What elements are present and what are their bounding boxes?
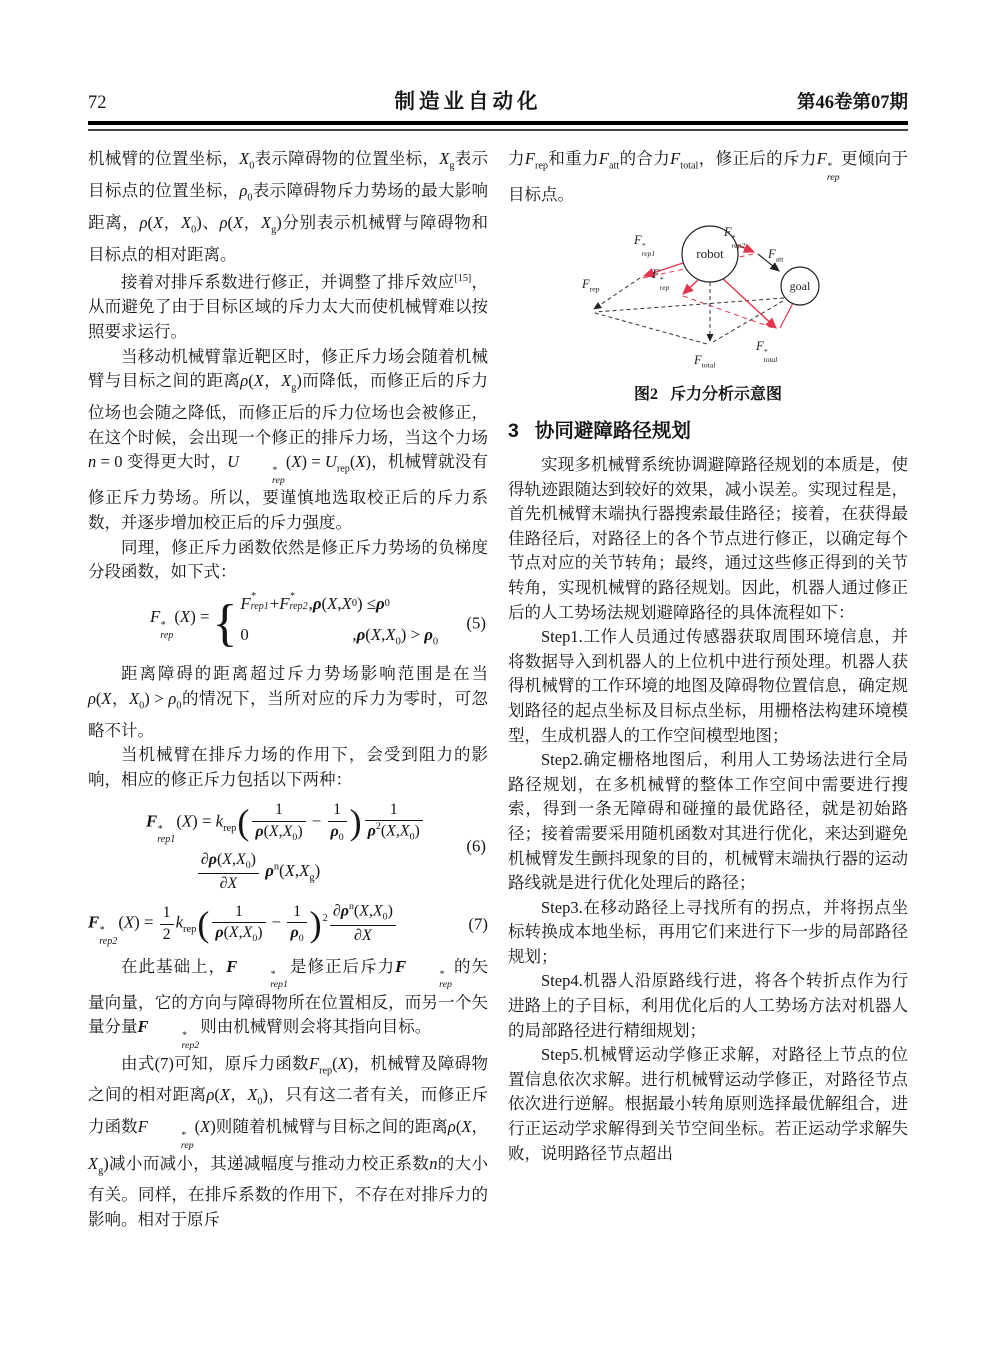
equation-line	[196, 850, 320, 895]
construction-line-red	[683, 296, 776, 329]
paragraph: 实现多机械臂系统协调避障路径规划的本质是，使得轨迹跟随达到较好的效果，减小误差。实现过程是，首先机械臂末端执行器搜索最佳路径；接着，在获得最佳路径后，对路径上的各个节点进行修正，以确定每个节点对应的关节转角；最终，通过这些修正得到的关节转角，实现机械臂的路径规划。因此，机器人通过修正后的人工势场法规划避障路径的具体流程如下：	[508, 455, 908, 622]
right-column	[508, 147, 908, 1233]
paragraph: 当机械臂在排斥力场的作用下，会受到阻力的影响，相应的修正斥力包括以下两种：	[88, 745, 488, 790]
figure-caption	[508, 383, 908, 408]
paragraph: 在此基础上，F * rep1 是修正后斥力F * rep 的矢量向量，它的方向与障碍物所在位置相反，而另一个矢量分量F * rep2 则由机械臂则会将其指向目标。	[88, 956, 489, 1052]
figure-caption-title: 斥力分析示意图	[670, 385, 783, 403]
vector-frep-star	[683, 280, 698, 294]
paragraph: 距离障碍的距离超过斥力势场影响范围是在当ρ(X，$X_0) > \rho_0$的情况下，当所对应的斥力为零时，可忽略不计。	[88, 664, 488, 740]
equation-expression: $\frac{\partial\rho(X,X_0)}{\partial X}$ $\rho^n(X,X_g)$	[196, 861, 320, 880]
step-paragraph: Step3.在移动路径上寻找所有的拐点，并将拐点坐标转换成本地坐标，再用它们来进行下一步的局部路径规划；	[508, 897, 908, 966]
paragraph: 由式(7)可知，原斥力函数$F_{rep}(X)$，机械臂及障碍物之间的相对距离ρ(X，$X_0$)，只有这二者有关，而修正斥力函数F * rep (X)则随着机械臂与目标之间的距离ρ(X，$X_g$)减小而减小，其递减幅度与推动力校正系数n的大小有关。同样，在排斥系数的作用下，不存在对排斥力的影响。相对于原斥	[88, 1053, 489, 1230]
equation-lhs: F * rep (X) =	[150, 607, 210, 642]
vector-frep	[594, 278, 640, 309]
step-paragraph: Step4.机器人沿原路线行进，将各个转折点作为行进路上的子目标，利用优化后的人工势场方法对机器人的局部路径进行精细规划；	[508, 971, 908, 1040]
case-row	[240, 623, 438, 655]
figure-caption-label: 图2	[633, 385, 658, 403]
two-column-body	[88, 147, 908, 1233]
section-title: 协同避障路径规划	[534, 420, 691, 443]
header-rule	[88, 121, 908, 131]
paragraph: 同理，修正斥力函数依然是修正斥力势场的负梯度分段函数，如下式：	[88, 537, 488, 582]
label-frep1: F * rep1	[634, 232, 656, 258]
paragraph: 当移动机械臂靠近靶区时，修正斥力场会随着机械臂与目标之间的距离ρ(X，$X_g$)而降低，而修正后的斥力位场也会随之降低，而修正后的斥力位场也会被修正，在这个时候，会出现一个修正的排斥力场，当这个力场 n = 0 变得更大时，U * rep $(X) = U_{rep}(X)$，机械臂就没有修正斥力势场。所以，要谨慎地选取校正后的斥力系数，并逐步增加校正后的斥力强度。	[88, 346, 488, 533]
equation-number: (6)	[466, 836, 486, 856]
construction-line	[595, 313, 707, 344]
paragraph: 接着对排斥系数进行修正，并调整了排斥效应[15]，从而避免了由于目标区域的斥力太大而使机械臂难以按照要求运行。	[88, 272, 489, 341]
equation-line: F * rep1 $(X) = k_{rep}$( $\frac{1}{\rho(X,X_0)}$ − $\frac{1}{\rho_0}$ ) $\frac{1}{\rho^2(X,X_0)}$	[146, 800, 425, 846]
left-column	[88, 147, 488, 1233]
equation-5: F * rep (X) = { F * rep1 + F * rep2 , ρ ( X , X 0 ) ≤ ρ 0 0 $,\rho(X,X_0) > \rho_0$ (5)	[88, 592, 488, 656]
volume-issue: 第46卷第07期	[796, 93, 908, 113]
label-frep-star: F * rep	[652, 266, 670, 292]
vector-ftotal-star	[720, 276, 776, 328]
case-row: F * rep1 + F * rep2 , ρ ( X , X 0 ) ≤ ρ 0	[240, 590, 390, 613]
section-number: 3	[508, 420, 519, 443]
label-fatt: $F_{att}$	[768, 246, 784, 264]
journal-title: 制造业自动化	[394, 91, 542, 113]
goal-node-label: goal	[789, 278, 811, 293]
force-diagram	[550, 216, 910, 374]
equation-7	[88, 901, 488, 947]
label-ftotal: $F_{total}$	[694, 352, 716, 370]
robot-node-label: robot	[696, 245, 724, 261]
paragraph: 力$F_{rep}$和重力$F_{att}$的合力$F_{total}$，修正后的斥力F * rep 更倾向于目标点。	[508, 149, 909, 205]
page-number: 72	[88, 93, 107, 113]
case-zero: 0	[240, 625, 249, 645]
label-frep: $F_{rep}$	[582, 276, 600, 294]
goal-link-red	[780, 303, 793, 328]
step-paragraph: Step1.工作人员通过传感器获取周围环境信息，并将数据导入到机器人的上位机中进行预处理。机器人获得机械臂的工作环境的地图及障碍物位置信息，确定规划路径的起点坐标及目标点坐标，用栅格法构建环境模型，生成机器人的工作空间模型地图；	[508, 627, 908, 745]
equation-number: (5)	[466, 613, 486, 633]
equation-number: (7)	[468, 914, 488, 934]
label-frep2: F * rep2	[724, 224, 746, 250]
figure-2	[508, 216, 908, 408]
paragraph: 机械臂的位置坐标，$X_0$表示障碍物的位置坐标，$X_g$表示目标点的位置坐标，$\rho_0$表示障碍物斥力势场的最大影响距离，ρ(X，$X_0$)、ρ(X，$X_g$)分别表示机械臂与障碍物和目标点的相对距离。	[88, 149, 489, 264]
case-condition: $,\rho(X,X_0) > \rho_0$	[352, 625, 439, 648]
page-header	[88, 84, 908, 114]
step-paragraph: Step5.机械臂运动学修正求解，对路径上节点的位置信息依次求解。进行机械臂运动学修正，对路径节点依次进行逆解。根据最小转角原则选择最优解组合，进行正运动学求解得到关节空间坐标。若正运动学求解失败，说明路径节点超出	[508, 1045, 908, 1163]
section-heading	[508, 419, 908, 444]
equation-cases	[240, 592, 438, 656]
equation-6	[88, 800, 488, 895]
label-ftotal-star: F * total	[756, 338, 778, 364]
equation-expression: F * rep2 (X) = $\frac{1}{2}$ $k_{rep}$( $\frac{1}{\rho(X,X_0)}$ − $\frac{1}{\rho_0}$ )$^2$ $\frac{\partial\rho^n(X,X_0)}{\partial X}$	[88, 901, 398, 947]
step-paragraph: Step2.确定栅格地图后，利用人工势场法进行全局路径规划，在多机械臂的整体工作空间中需要进行搜索，得到一条无障碍和碰撞的最优路径，就是初始路径；接着需要采用随机函数对其进行优化，来达到避免机械臂发生颤抖现象的目的，机械臂末端执行器的运动路线就是进行优化处理后的路径；	[508, 750, 908, 893]
